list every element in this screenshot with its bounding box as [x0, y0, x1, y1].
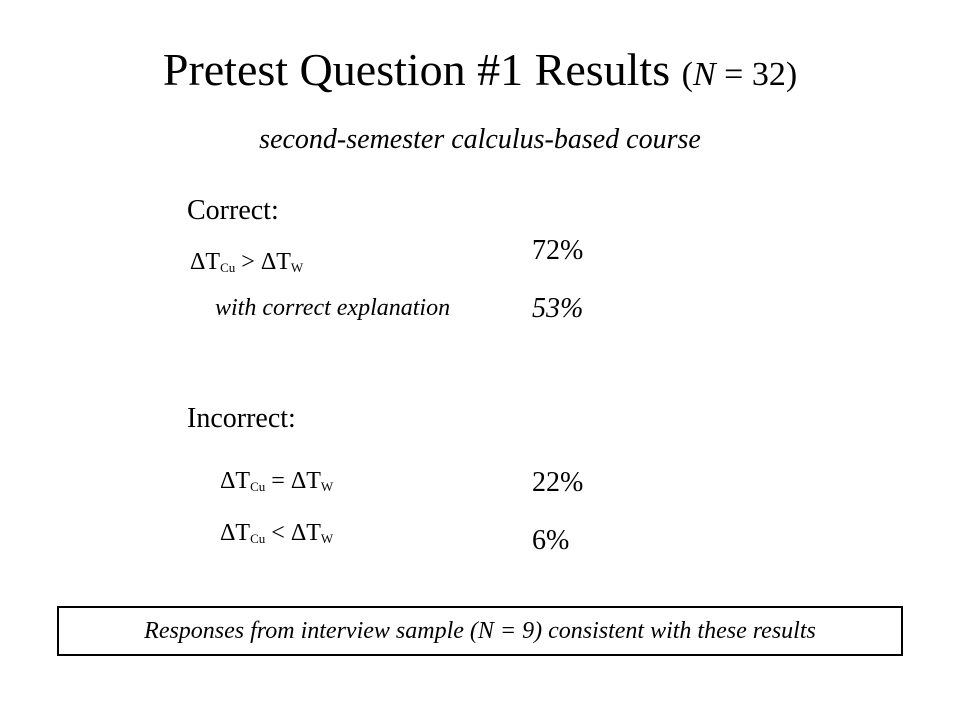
correct-explanation-label: with correct explanation [215, 295, 451, 321]
correct-explanation-percent: 53% [532, 293, 584, 324]
incorrect-less-expression: $\Delta T_{Cu} < \Delta T_W$ [220, 520, 334, 546]
correct-expression: $\Delta T_{Cu} > \Delta T_W$ [190, 249, 304, 275]
title-sample-size: (N = 32) [681, 56, 798, 93]
correct-label: Correct: [187, 195, 279, 226]
correct-percent: 72% [532, 235, 584, 266]
incorrect-label: Incorrect: [187, 403, 296, 434]
incorrect-equal-expression: $\Delta T_{Cu} = \Delta T_W$ [220, 468, 334, 494]
slide-subtitle: second-semester calculus-based course [259, 124, 701, 155]
incorrect-less-percent: 6% [532, 525, 570, 556]
title-main: Pretest Question #1 Results [162, 44, 682, 95]
incorrect-equal-percent: 22% [532, 467, 584, 498]
slide-title [0, 40, 960, 105]
footer-note: Responses from interview sample (N = 9) consistent with these results [144, 618, 816, 644]
